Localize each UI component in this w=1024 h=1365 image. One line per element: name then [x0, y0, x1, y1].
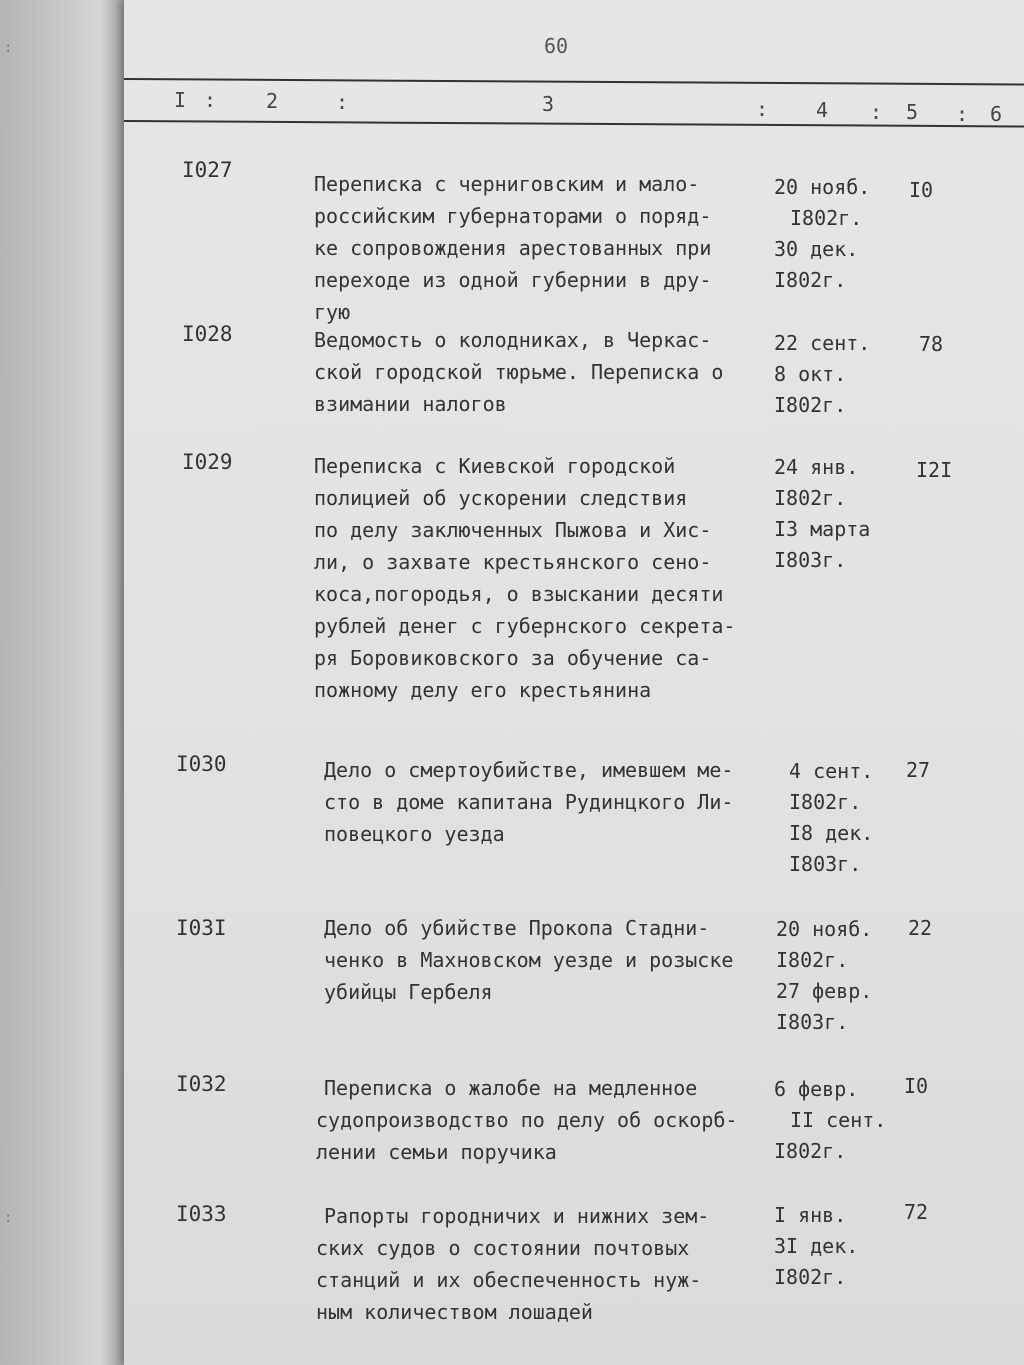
- entry-description: [316, 1200, 776, 1328]
- date-line: II сент.: [790, 1108, 887, 1132]
- description-line: ской городской тюрьме. Переписка о: [314, 360, 724, 384]
- description-line: коса,погородья, о взыскании десяти: [314, 582, 724, 606]
- description-line: Ведомость о колодниках, в Черкас-: [314, 328, 712, 352]
- description-line: российским губернаторами о поряд-: [314, 204, 712, 228]
- entry-number: I03I: [176, 916, 227, 940]
- description-line: гую: [314, 300, 351, 324]
- description-line: убийцы Гербеля: [324, 980, 493, 1004]
- date-line: 27 февр.: [776, 979, 873, 1003]
- description-line: повецкого уезда: [324, 822, 505, 846]
- date-line: I8 дек.: [789, 821, 874, 845]
- entry-description: [324, 754, 784, 850]
- description-line: ке сопровождения арестованных при: [314, 236, 712, 260]
- entry-number: I027: [182, 158, 233, 182]
- binding-edge: [0, 0, 125, 1365]
- header-separator: :: [336, 90, 349, 114]
- entry-dates: [789, 756, 919, 880]
- description-line: Переписка с черниговским и мало-: [314, 172, 700, 196]
- description-line: полицией об ускорении следствия: [314, 486, 688, 510]
- header-col-6: 6: [990, 102, 1003, 126]
- header-separator: :: [956, 102, 969, 126]
- header-rule-top: [124, 78, 1024, 85]
- description-line: ли, о захвате крестьянского сено-: [314, 550, 712, 574]
- entry-sheets: 22: [908, 916, 933, 940]
- entry-description: [316, 1072, 776, 1168]
- date-line: I803г.: [789, 852, 862, 876]
- header-col-4: 4: [816, 98, 829, 122]
- description-line: Рапорты городничих и нижних зем-: [324, 1204, 710, 1228]
- date-line: 30 дек.: [774, 237, 859, 261]
- description-line: Переписка с Киевской городской: [314, 454, 676, 478]
- entry-dates: [774, 1200, 904, 1293]
- entry-dates: [774, 172, 904, 296]
- date-line: 20 нояб.: [774, 175, 871, 199]
- entry-sheets: 72: [904, 1200, 929, 1224]
- date-line: I802г.: [776, 948, 849, 972]
- entry-dates: [776, 914, 906, 1038]
- header-col-3: 3: [542, 92, 555, 116]
- description-line: взимании налогов: [314, 392, 507, 416]
- date-line: 3I дек.: [774, 1234, 859, 1258]
- header-separator: :: [204, 88, 217, 112]
- description-line: переходе из одной губернии в дру-: [314, 268, 712, 292]
- header-rule-bottom: [124, 120, 1024, 127]
- entry-description: [314, 324, 774, 420]
- description-line: рублей денег с губернского секрета-: [314, 614, 736, 638]
- header-col-5: 5: [906, 100, 919, 124]
- page-number: 60: [544, 34, 569, 58]
- entry-description: [314, 450, 774, 706]
- date-line: 8 окт.: [774, 362, 847, 386]
- description-line: ских судов о состоянии почтовых: [316, 1236, 690, 1260]
- entry-dates: [774, 452, 904, 576]
- date-line: I803г.: [774, 548, 847, 572]
- description-line: сто в доме капитана Рудинцкого Ли-: [324, 790, 734, 814]
- description-line: ным количеством лошадей: [316, 1300, 593, 1324]
- entry-number: I032: [176, 1072, 227, 1096]
- description-line: ченко в Махновском уезде и розыске: [324, 948, 734, 972]
- date-line: I802г.: [774, 1139, 847, 1163]
- date-line: I803г.: [776, 1010, 849, 1034]
- date-line: I3 марта: [774, 517, 871, 541]
- date-line: I802г.: [774, 268, 847, 292]
- description-line: лении семьи поручика: [316, 1140, 557, 1164]
- date-line: 4 сент.: [789, 759, 874, 783]
- document-page: [124, 0, 1024, 1365]
- description-line: станций и их обеспеченность нуж-: [316, 1268, 702, 1292]
- entry-description: [324, 912, 784, 1008]
- date-line: I802г.: [774, 486, 847, 510]
- header-separator: :: [870, 100, 883, 124]
- date-line: 22 сент.: [774, 331, 871, 355]
- date-line: I802г.: [774, 393, 847, 417]
- date-line: I янв.: [774, 1203, 847, 1227]
- date-line: 6 февр.: [774, 1077, 859, 1101]
- date-line: I802г.: [789, 790, 862, 814]
- entry-description: [314, 168, 774, 328]
- entry-dates: [774, 1074, 904, 1167]
- description-line: ря Боровиковского за обучение са-: [314, 646, 712, 670]
- date-line: I802г.: [774, 1265, 847, 1289]
- header-col-2: 2: [266, 89, 279, 113]
- entry-sheets: 27: [906, 758, 931, 782]
- description-line: Переписка о жалобе на медленное: [324, 1076, 698, 1100]
- binding-mark: :: [4, 40, 13, 56]
- entry-number: I029: [182, 450, 233, 474]
- binding-marks: [4, 0, 44, 1365]
- header-col-1: I: [174, 88, 187, 112]
- entry-number: I028: [182, 322, 233, 346]
- header-separator: :: [756, 97, 769, 121]
- binding-mark: :: [4, 1210, 13, 1226]
- entry-sheets: I0: [909, 178, 934, 202]
- entry-number: I033: [176, 1202, 227, 1226]
- description-line: Дело об убийстве Прокопа Стадни-: [324, 916, 710, 940]
- entry-number: I030: [176, 752, 227, 776]
- entry-sheets: I2I: [916, 458, 953, 482]
- description-line: по делу заключенных Пыжова и Хис-: [314, 518, 712, 542]
- description-line: судопроизводство по делу об оскорб-: [316, 1108, 738, 1132]
- entry-sheets: I0: [904, 1074, 929, 1098]
- entry-dates: [774, 328, 904, 421]
- description-line: пожному делу его крестьянина: [314, 678, 652, 702]
- date-line: 24 янв.: [774, 455, 859, 479]
- description-line: Дело о смертоубийстве, имевшем ме-: [324, 758, 734, 782]
- entry-sheets: 78: [919, 332, 944, 356]
- date-line: I802г.: [790, 206, 863, 230]
- date-line: 20 нояб.: [776, 917, 873, 941]
